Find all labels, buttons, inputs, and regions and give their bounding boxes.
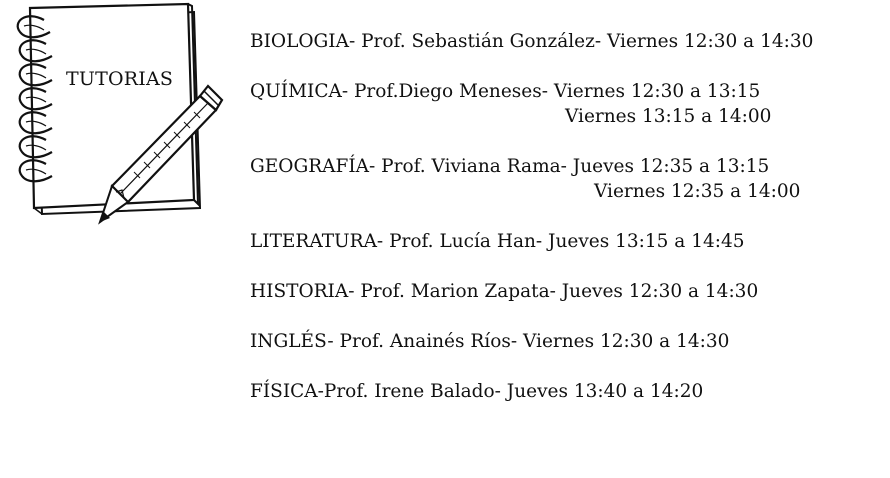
schedule-geografia-extra: Viernes 12:35 a 14:00 bbox=[594, 181, 801, 202]
notebook-title: TUTORIAS bbox=[66, 68, 174, 90]
schedule-biologia: BIOLOGIA- Prof. Sebastián González- Viernes 12:30 a 14:30 bbox=[250, 31, 814, 52]
schedule-fisica: FÍSICA-Prof. Irene Balado- Jueves 13:40 a 14:20 bbox=[250, 381, 704, 402]
schedule-ingles: INGLÉS- Prof. Anainés Ríos- Viernes 12:30 a 14:30 bbox=[250, 331, 730, 352]
schedule-quimica-extra: Viernes 13:15 a 14:00 bbox=[565, 106, 772, 127]
schedule-historia: HISTORIA- Prof. Marion Zapata- Jueves 12:30 a 14:30 bbox=[250, 281, 759, 302]
schedule-geografia: GEOGRAFÍA- Prof. Viviana Rama- Jueves 12:35 a 13:15 bbox=[250, 156, 770, 177]
schedule-literatura: LITERATURA- Prof. Lucía Han- Jueves 13:15 a 14:45 bbox=[250, 231, 745, 252]
notebook-pencil-illustration bbox=[4, 0, 230, 230]
tutorias-schedule bbox=[250, 0, 880, 478]
notebook-icon bbox=[4, 0, 230, 230]
schedule-quimica: QUÍMICA- Prof.Diego Meneses- Viernes 12:30 a 13:15 bbox=[250, 81, 761, 102]
